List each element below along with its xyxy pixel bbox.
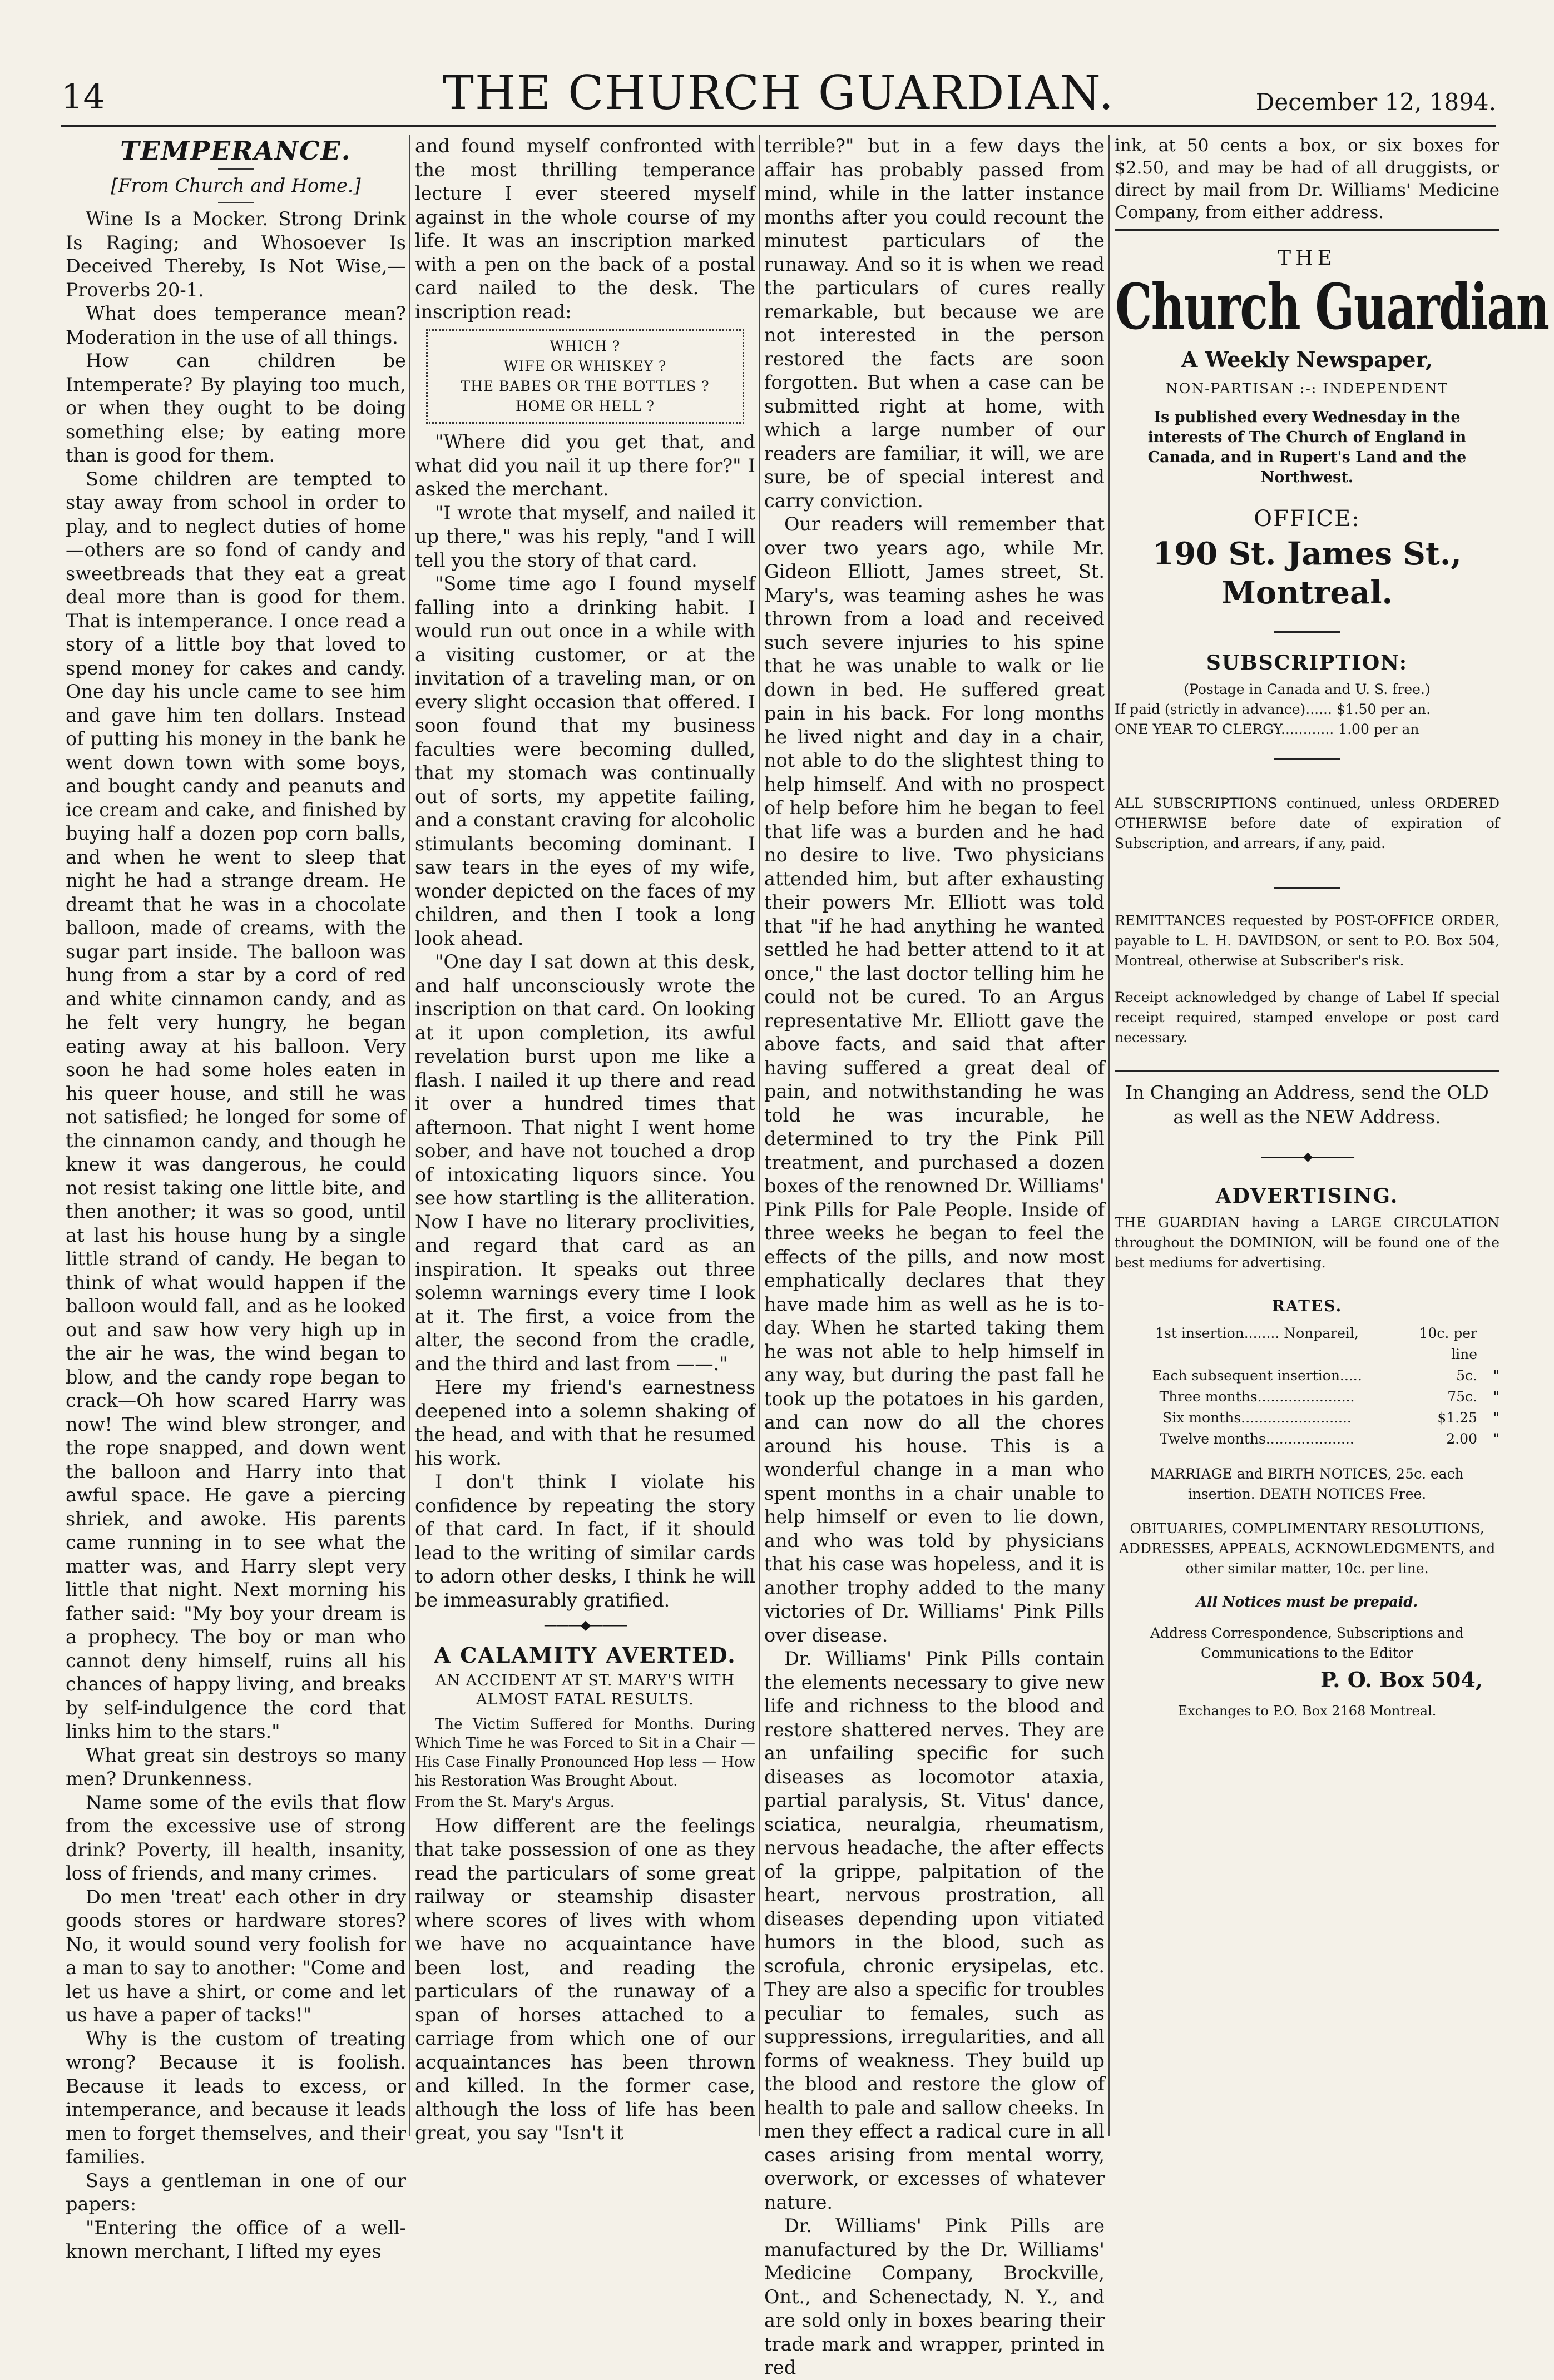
inscription-line: HOME OR HELL ? (516, 398, 655, 414)
column-3 (764, 135, 1105, 2378)
paragraph: Says a gentleman in one of our papers: (66, 2169, 406, 2215)
column-divider (1108, 135, 1110, 2136)
rate-price: 5c. (1456, 1367, 1477, 1384)
paragraph: What does temperance mean? Moderation in the use of all things. (66, 303, 406, 348)
ornament-rule: ————◆———— (1261, 1150, 1353, 1164)
paragraph: ink, at 50 cents a box, or six boxes for $2.50, and may be had of all druggists, or direct by mail from Dr. Williams' Medicine Company, from either address. (1115, 136, 1499, 222)
divider (1115, 1070, 1499, 1072)
calamity-heading: A CALAMITY AVERTED. (434, 1642, 736, 1668)
rates-table (1115, 1323, 1499, 1450)
column-divider (759, 135, 760, 2136)
column-masthead-info (1115, 135, 1549, 2153)
column-divider (409, 135, 410, 2136)
paragraph: How can children be Intemperate? By playing too much, or when they ought to be doing something else; by eating more than is good for them. (66, 350, 406, 466)
office-label: OFFICE: (1254, 506, 1360, 532)
short-rule (218, 202, 254, 203)
paragraph: "One day I sat down at this desk, and half unconsciously wrote the inscription on that card. On looking at it upon completion, its awful revelation burst upon me like a flash. I nailed it up there and read it over a hundred times that afternoon. That night I went home sober, and have not touched a drop of intoxicating liquors since. You see how startling is the alliteration. Now I have no literary proclivities, and regard that card as an inspiration. It speaks out three solemn warnings every time I look at it. The first, a voice from the alter, the second from the cradle, and the third and last from ——." (415, 951, 755, 1375)
temperance-heading: TEMPERANCE. (120, 136, 352, 166)
issue-date: December 12, 1894. (1255, 88, 1496, 116)
paragraph: "Where did you get that, and what did you nail it up there for?" I asked the merchant. (415, 431, 755, 500)
rate-price: 75c. (1447, 1389, 1477, 1405)
masthead-rule (61, 125, 1496, 127)
short-rule (1274, 887, 1340, 889)
scripture-quote: Wine Is a Mocker. Strong Drink Is Raging; and Whosoever Is Deceived Thereby, Is Not Wise,— Proverbs 20-1. (66, 208, 406, 301)
subscription-terms: ALL SUBSCRIPTIONS continued, unless ORDERED OTHERWISE before date of expiration of Subscription, and arrears, if any, paid. (1115, 795, 1499, 851)
rate-row (1115, 1429, 1499, 1450)
page-number: 14 (61, 76, 105, 117)
remittances-note: REMITTANCES requested by POST-OFFICE ORDER, payable to L. H. DAVIDSON, or sent to P.O. Box 504, Montreal, otherwise at Subscriber's risk. (1115, 913, 1499, 969)
calamity-summary: The Victim Suffered for Months. During Which Time he was Forced to Sit in a Chair — His Case Finally Pronounced Hop less — How his Restoration Was Brought About. (415, 1716, 755, 1789)
paragraph: Why is the custom of treating wrong? Because it is foolish. Because it leads to excess, or intemperance, and because it leads men to forget themselves, and their families. (66, 2027, 406, 2168)
paragraph: terrible?" but in a few days the affair has probably passed from mind, while in the latter instance months after you could recount the minutest particulars of the runaway. And so it is when we read the particulars of cures really remarkable, but because we are not interested in the person restored the facts are soon forgotten. But when a case can be submitted right at home, with which a large number of our readers are familiar, it will, we are sure, be of special interest and carry conviction. (764, 135, 1105, 512)
paragraph: Dr. Williams' Pink Pills contain the elements necessary to give new life and richness to the blood and restore shattered nerves. They are an unfailing specific for such diseases as locomotor ataxia, partial paralysis, St. Vitus' dance, sciatica, neuralgia, rheumatism, nervous headache, the after effects of la grippe, palpitation of the heart, nervous prostration, all diseases depending upon vitiated humors in the blood, such as scrofula, chronic erysipelas, etc. They are also a specific for troubles peculiar to females, such as suppressions, irregularities, and all forms of weakness. They build up the blood and restore the glow of health to pale and sallow cheeks. In men they effect a radical cure in all cases arising from mental worry, overwork, or excesses of whatever nature. (764, 1648, 1105, 2213)
advertising-note: THE GUARDIAN having a LARGE CIRCULATION throughout the DOMINION, will be found one of the best mediums for advertising. (1115, 1214, 1499, 1271)
rate-ditto (1477, 1323, 1499, 1365)
paragraph: Our readers will remember that over two years ago, while Mr. Gideon Elliott, James street, St. Mary's, was teaming ashes he was thrown from a load and received such severe injuries to his spine that he was unable to walk or lie down in bed. He suffered great pain in his back. For long months he lived night and day in a chair, not able to do the slightest thing to help himself. And with no prospect of help before him he began to feel that life was a burden and he had no desire to live. Two physicians attended him, but after exhausting their powers Mr. Elliott was told that "if he had anything he wanted settled he had better attend to it at once," the last doctor telling him he could not be cured. To an Argus representative Mr. Elliott gave the above facts, and said that after having suffered a great deal of pain, and notwithstanding he was told he was incurable, he determined to try the Pink Pill treatment, and purchased a dozen boxes of the renowned Dr. Williams' Pink Pills for Pale People. Inside of three weeks he began to feel the effects of the pills, and now most emphatically declares that they have made him as well as he is to-day. When he started taking them he was not able to help himself in any way, but during the past fall he took up the potatoes in his garden, and can now do all the chores around his house. This is a wonderful change in a man who spent months in a chair unable to help himself or even to lie down, and who was told by physicians that his case was hopeless, and it is another trophy added to the many victories of Dr. Williams' Pink Pills over disease. (764, 513, 1105, 1646)
rate-price: 2.00 (1446, 1431, 1477, 1447)
rate-row (1115, 1386, 1499, 1407)
rate-row (1115, 1407, 1499, 1429)
notices-rates: MARRIAGE and BIRTH NOTICES, 25c. each insertion. DEATH NOTICES Free. (1150, 1466, 1464, 1502)
exchanges-note: Exchanges to P.O. Box 2168 Montreal. (1177, 1703, 1437, 1719)
rate-label: Six months......................... (1162, 1410, 1352, 1426)
postage-note: (Postage in Canada and U. S. free.) (1184, 681, 1431, 697)
paragraph: and found myself confronted with the most thrilling temperance lecture I ever steered myself against in the whole course of my life. It was an inscription marked with a pen on the back of a postal card nailed to the desk. The inscription read: (415, 135, 755, 323)
paper-stance: NON-PARTISAN :-: INDEPENDENT (1165, 380, 1449, 396)
subscription-rate: ONE YEAR TO CLERGY............ 1.00 per an (1115, 721, 1419, 737)
paragraph: How different are the feelings that take possession of one as they read the particulars of some great railway or steamship disaster where scores of lives with whom we have no acquaintance have been lost, and reading the particulars of the runaway of a span of horses attached to a carriage from which one of our acquaintances has been thrown and killed. In the former case, although the loss of life has been great, you say "Isn't it (415, 1814, 755, 2144)
inscription-line: THE BABES OR THE BOTTLES ? (461, 378, 710, 394)
paragraph: "Some time ago I found myself falling into a drinking habit. I would run out once in a while with a visiting customer, or at the invitation of a traveling man, or on every slight occasion that offered. I soon found that my business faculties were becoming dulled, that my stomach was continually out of sorts, my appetite failing, and a constant craving for alcoholic stimulants becoming dominant. I saw tears in the eyes of my wife, wonder depicted on the faces of my children, and then I took a long look ahead. (415, 573, 755, 949)
paragraph: "I wrote that myself, and nailed it up there," was his reply, "and I will tell you the story of that card. (415, 502, 755, 571)
paragraph: I don't think I violate his confidence by repeating the story of that card. In fact, if it should lead to the writing of similar cards to adorn other desks, I think he will be immeasurably gratified. (415, 1471, 755, 1611)
inscription-line: WHICH ? (550, 338, 621, 354)
short-rule (1274, 758, 1340, 760)
inscription-line: WIFE OR WHISKEY ? (503, 358, 667, 374)
rate-price: 10c. per line (1419, 1325, 1477, 1362)
rate-label: 1st insertion........ Nonpareil, (1155, 1325, 1359, 1341)
rate-row (1115, 1323, 1499, 1365)
obituaries-rates: OBITUARIES, COMPLIMENTARY RESOLUTIONS, ADDRESSES, APPEALS, ACKNOWLEDGMENTS, and other similar matter, 10c. per line. (1119, 1520, 1496, 1576)
rate-ditto: " (1493, 1431, 1499, 1447)
correspondence-note: Address Correspondence, Subscriptions and Communications to the Editor (1150, 1625, 1464, 1661)
calamity-source: From the St. Mary's Argus. (415, 1794, 615, 1811)
rate-label: Three months...................... (1159, 1389, 1355, 1405)
rate-label: Twelve months.................... (1160, 1431, 1354, 1447)
paper-tagline: A Weekly Newspaper, (1181, 347, 1433, 372)
inscription-card (426, 329, 744, 424)
office-address: 190 St. James St., Montreal. (1152, 536, 1462, 611)
paper-the: THE (1278, 247, 1337, 270)
calamity-subheading: AN ACCIDENT AT ST. MARY'S WITH ALMOST FATAL RESULTS. (435, 1672, 735, 1708)
ornament-rule: ———◆——— (543, 1617, 627, 1633)
paper-nameplate: Church Guardian (1115, 271, 1549, 344)
po-box: P. O. Box 504, (1320, 1667, 1483, 1692)
column-temperance (66, 135, 406, 2262)
paragraph: What great sin destroys so many men? Drunkenness. (66, 1744, 406, 1789)
advertising-heading: ADVERTISING. (1215, 1184, 1399, 1208)
rate-ditto: " (1493, 1410, 1499, 1426)
receipt-note: Receipt acknowledged by change of Label If special receipt required, stamped envelope or post card necessary. (1115, 989, 1499, 1045)
short-rule (218, 168, 254, 170)
newspaper-title: THE CHURCH GUARDIAN. (442, 66, 1115, 120)
prepaid-note: All Notices must be prepaid. (1196, 1594, 1418, 1610)
rate-label: Each subsequent insertion..... (1152, 1367, 1362, 1384)
paragraph: Name some of the evils that flow from the excessive use of strong drink? Poverty, ill health, insanity, loss of friends, and many crimes. (66, 1791, 406, 1884)
subscription-rate: If paid (strictly in advance)...... $1.50 per an. (1115, 701, 1431, 717)
paragraph: Do men 'treat' each other in dry goods stores or hardware stores? No, it would sound very foolish for a man to say to another: "Come and let us have a shirt, or come and let us have a paper of tacks!" (66, 1886, 406, 2026)
publication-note: Is published every Wednesday in the interests of The Church of England in Canada, and in Rupert's Land and the Northwest. (1147, 409, 1467, 486)
rate-price: $1.25 (1437, 1410, 1477, 1426)
rate-row (1115, 1365, 1499, 1386)
rate-ditto: " (1493, 1389, 1499, 1405)
rate-ditto: " (1493, 1367, 1499, 1384)
paragraph: "Entering the office of a well-known merchant, I lifted my eyes (66, 2217, 406, 2262)
column-2 (415, 135, 755, 2153)
article-source: [From Church and Home.] (111, 174, 361, 196)
masthead (61, 61, 1496, 122)
divider (1115, 229, 1499, 231)
paragraph: Dr. Williams' Pink Pills are manufactured by the Dr. Williams' Medicine Company, Brockville, Ont., and Schenectady, N. Y., and are sold only in boxes bearing their trade mark and wrapper, printed in red (764, 2215, 1105, 2378)
paragraph: Here my friend's earnestness deepened into a solemn shaking of the head, and with that he resumed his work. (415, 1376, 755, 1469)
paragraph: Some children are tempted to stay away from school in order to play, and to neglect duties of home—others are so fond of candy and sweetbreads that they eat a great deal more than is good for them. That is intemperance. I once read a story of a little boy that loved to spend money for cakes and candy. One day his uncle came to see him and gave him ten dollars. Instead of putting his money in the bank he went down town with some boys, and bought candy and peanuts and ice cream and cake, and finished by buying half a dozen pop corn balls, and when he went to sleep that night he had a strange dream. He dreamt that he was in a chocolate balloon, made of creams, with the sugar part inside. The balloon was hung from a star by a cord of red and white cinnamon candy, and as he felt very hungry, he began eating away at his balloon. Very soon he had some holes eaten in his queer house, and still he was not satisfied; he longed for some of the cinnamon candy, and though he knew it was dangerous, he could not resist taking one little bite, and then another; it was so good, until at last his house hung by a single little strand of candy. He began to think of what would happen if the balloon would fall, and as he looked out and saw how very high up in the air he was, the wind began to blow, and the candy rope began to crack—Oh how scared Harry was now! The wind blew stronger, and the rope snapped, and down went the balloon and Harry into that awful space. He gave a piercing shriek, and awoke. His parents came running in to see what the matter was, and Harry slept very little that night. Next morning his father said: "My boy your dream is a prophecy. The boy or man who cannot deny himself, ruins all his chances of happy living, and breaks by self-indulgence the cord that links him to the stars." (66, 468, 406, 1742)
rates-heading: RATES. (1271, 1297, 1343, 1315)
short-rule (1274, 631, 1340, 633)
subscription-heading: SUBSCRIPTION: (1206, 651, 1408, 675)
address-change-note: In Changing an Address, send the OLD as well as the NEW Address. (1125, 1082, 1489, 1128)
